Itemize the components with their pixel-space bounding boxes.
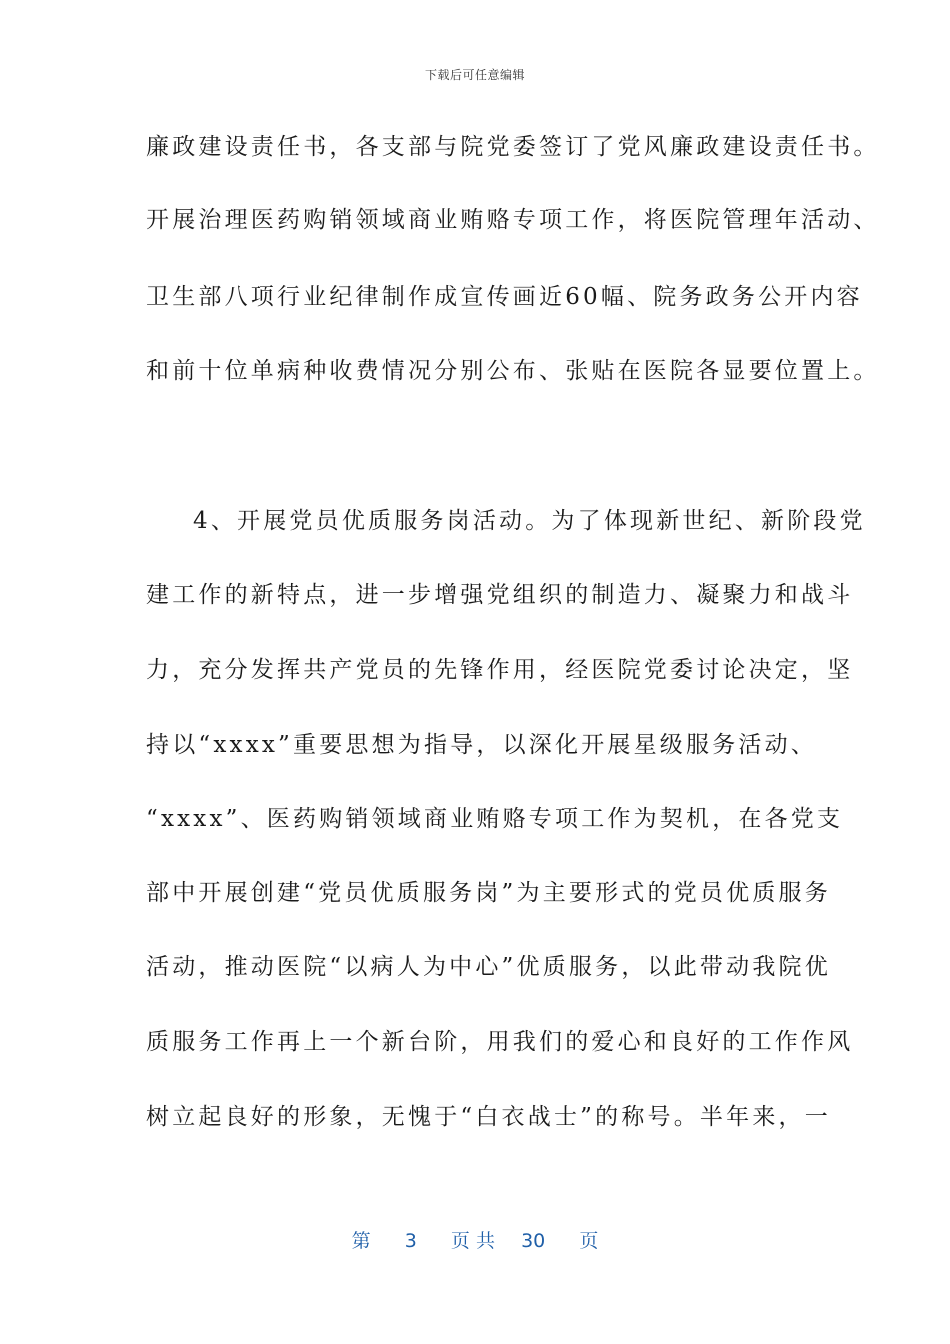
text-line: 廉政建设责任书，各支部与院党委签订了党风廉政建设责任书。 [146, 134, 880, 160]
current-page-number: 3 [404, 1230, 417, 1252]
text-line: “xxxx”、医药购销领域商业贿赂专项工作为契机，在各党支 [146, 806, 844, 832]
text-line: 持以“xxxx”重要思想为指导，以深化开展星级服务活动、 [146, 732, 818, 758]
text-line: 部中开展创建“党员优质服务岗”为主要形式的党员优质服务 [146, 880, 831, 906]
text-line: 卫生部八项行业纪律制作成宣传画近60幅、院务政务公开内容 [146, 284, 863, 310]
footer-suffix: 页 [579, 1230, 599, 1252]
text-line: 开展治理医药购销领域商业贿赂专项工作，将医院管理年活动、 [146, 207, 880, 233]
header-note: 下载后可任意编辑 [424, 68, 525, 82]
text-line: 和前十位单病种收费情况分别公布、张贴在医院各显要位置上。 [146, 358, 880, 384]
page-footer [0, 1226, 950, 1253]
text-line: 4、开展党员优质服务岗活动。为了体现新世纪、新阶段党 [193, 508, 866, 534]
text-line: 活动，推动医院“以病人为中心”优质服务，以此带动我院优 [146, 954, 831, 980]
text-line: 建工作的新特点，进一步增强党组织的制造力、凝聚力和战斗 [146, 582, 854, 608]
text-line: 质服务工作再上一个新台阶，用我们的爱心和良好的工作作风 [146, 1029, 854, 1055]
footer-prefix: 第 [351, 1230, 371, 1252]
footer-middle: 页 共 [450, 1230, 495, 1252]
text-line: 树立起良好的形象，无愧于“白衣战士”的称号。半年来，一 [146, 1104, 831, 1130]
text-line: 力，充分发挥共产党员的先锋作用，经医院党委讨论决定，坚 [146, 657, 854, 683]
total-pages-number: 30 [521, 1230, 546, 1252]
